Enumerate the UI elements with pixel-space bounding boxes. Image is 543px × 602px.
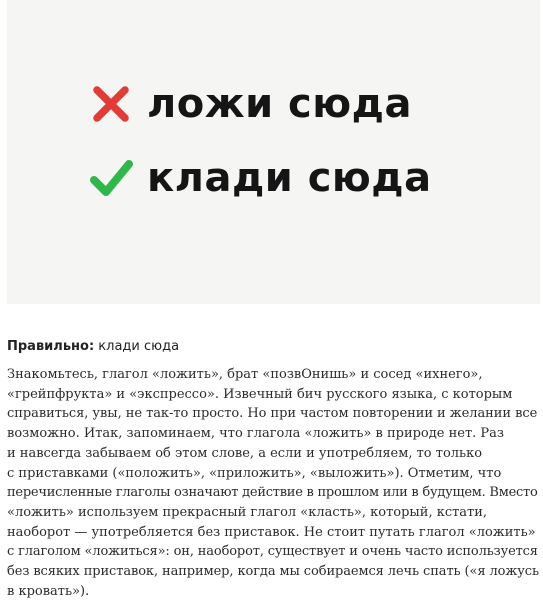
- paragraph-line: с приставками («положить», «приложить», «выложить»). Отметим, что: [7, 465, 502, 481]
- paragraph-line: возможно. Итак, запоминаем, что глагола «ложить» в природе нет. Раз: [7, 426, 504, 442]
- paragraph-line: «грейпфрукта» и «экспрессо». Извечный бич русского языка, с которым: [7, 386, 513, 402]
- paragraph-line: перечисленные глаголы означают действие в прошлом или в будущем. Вместо: [7, 485, 538, 501]
- cross-icon: [87, 80, 135, 128]
- paragraph-line: без всяких приставок, например, когда мы собираемся лечь спать («я ложусь: [7, 564, 539, 580]
- correct-usage-text: клади сюда: [147, 155, 432, 201]
- wrong-usage-row: [87, 76, 412, 132]
- verdict-value: клади сюда: [98, 339, 180, 354]
- check-icon: [87, 154, 135, 202]
- paragraph-line: с глаголом «ложиться»: он, наоборот, существует и очень часто используется: [7, 544, 538, 560]
- illustration-banner: [7, 0, 540, 304]
- paragraph-line: «ложить» используем прекрасный глагол «класть», который, кстати,: [7, 504, 488, 520]
- paragraph-line: в кровать»).: [7, 583, 90, 599]
- paragraph-line: Знакомьтесь, глагол «ложить», брат «позвОнишь» и сосед «ихнего»,: [7, 367, 483, 382]
- wrong-usage-text: ложи сюда: [147, 81, 412, 127]
- paragraph-line: наоборот — употребляется без приставок. Не стоит путать глагол «ложить»: [7, 524, 536, 540]
- article-paragraph: [7, 365, 539, 601]
- correct-usage-row: [87, 150, 432, 206]
- paragraph-line: справиться, увы, не так-то просто. Но при частом повторении и желании все: [7, 406, 538, 422]
- verdict-label: Правильно:: [7, 339, 95, 354]
- paragraph-line: и навсегда забываем об этом слове, а если и употребляем, то только: [7, 445, 483, 461]
- verdict-line: [7, 339, 179, 354]
